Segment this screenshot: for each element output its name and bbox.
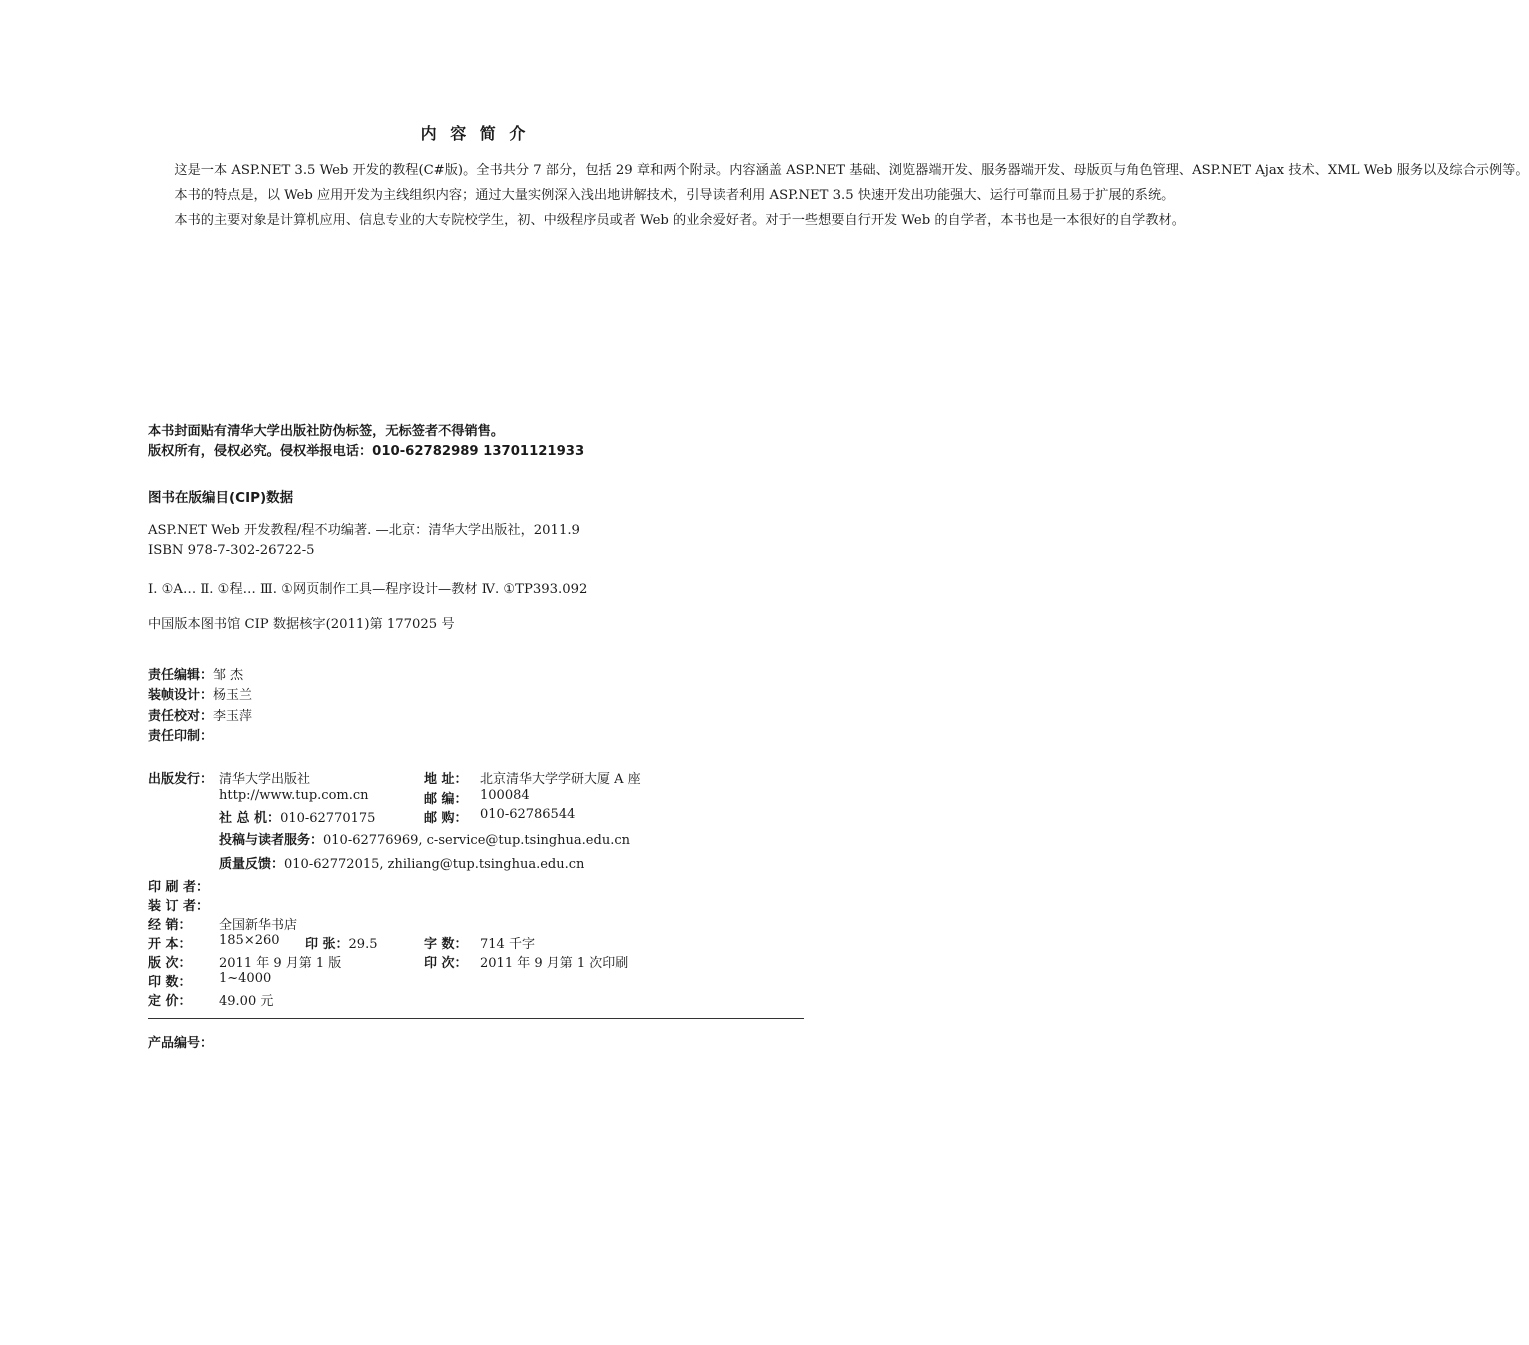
- edition-value: 2011 年 9 月第 1 版: [219, 956, 342, 971]
- summary-paragraph: 本书的主要对象是计算机应用、信息专业的大专院校学生，初、中级程序员或者 Web 的业余爱好者。对于一些想要自行开发 Web 的自学者，本书也是一本很好的自学教材。: [174, 213, 1185, 228]
- credit-label: 装帧设计：: [148, 688, 214, 703]
- price-value: 49.00 元: [219, 994, 274, 1009]
- publisher-url: http://www.tup.com.cn: [219, 788, 369, 803]
- edition-label: 版 次：: [148, 956, 192, 971]
- switchboard-value: 010-62770175: [280, 811, 376, 826]
- publisher-label: 出版发行：: [148, 772, 214, 787]
- summary-paragraph: 这是一本 ASP.NET 3.5 Web 开发的教程(C#版)。全书共分 7 部分，包括 29 章和两个附录。内容涵盖 ASP.NET 基础、浏览器端开发、服务器端开发、母版页与角色管理、ASP.NET Ajax 技术、XML Web 服务以及综合示例等。: [174, 163, 1529, 178]
- distributor-value: 全国新华书店: [219, 918, 298, 933]
- publisher-name: 清华大学出版社: [219, 772, 311, 787]
- address-value: 北京清华大学学研大厦 A 座: [480, 772, 641, 787]
- address-label: 地 址：: [424, 772, 468, 787]
- mail-order-value: 010-62786544: [480, 807, 576, 822]
- printer-label: 印 刷 者：: [148, 880, 210, 895]
- credit-printing: [148, 725, 213, 744]
- summary-paragraph: 本书的特点是，以 Web 应用开发为主线组织内容；通过大量实例深入浅出地讲解技术，引导读者利用 ASP.NET 3.5 快速开发出功能强大、运行可靠而且易于扩展的系统。: [174, 188, 1175, 203]
- divider-line: [148, 1018, 804, 1019]
- printing-label: 印 次：: [424, 956, 468, 971]
- quality-feedback-line: [219, 853, 584, 872]
- print-run-label: 印 数：: [148, 975, 192, 990]
- postcode-value: 100084: [480, 788, 530, 803]
- word-count-label: 字 数：: [424, 937, 468, 952]
- sheets-label: 印 张：: [305, 937, 349, 952]
- switchboard-line: [219, 807, 375, 826]
- credit-value: 邹 杰: [213, 668, 244, 683]
- summary-title: 内 容 简 介: [420, 124, 530, 143]
- credit-label: 责任编辑：: [148, 668, 214, 683]
- sheets-value: 29.5: [348, 937, 378, 952]
- format-value: 185×260: [219, 933, 280, 948]
- credit-designer: [148, 684, 252, 703]
- postcode-label: 邮 编：: [424, 792, 468, 807]
- price-label: 定 价：: [148, 994, 192, 1009]
- credit-label: 责任校对：: [148, 709, 214, 724]
- format-label: 开 本：: [148, 937, 192, 952]
- print-run-value: 1~4000: [219, 971, 272, 986]
- cip-isbn: ISBN 978-7-302-26722-5: [148, 543, 315, 558]
- printing-value: 2011 年 9 月第 1 次印刷: [480, 956, 629, 971]
- binder-label: 装 订 者：: [148, 899, 210, 914]
- credit-value: 李玉萍: [213, 709, 253, 724]
- product-code-label: 产品编号：: [148, 1036, 214, 1051]
- cip-heading: 图书在版编目(CIP)数据: [148, 490, 294, 506]
- quality-feedback-value: 010-62772015, zhiliang@tup.tsinghua.edu.cn: [284, 857, 585, 872]
- cip-classification: Ⅰ. ①A… Ⅱ. ①程… Ⅲ. ①网页制作工具—程序设计—教材 Ⅳ. ①TP393.092: [148, 582, 588, 597]
- reader-service-label: 投稿与读者服务：: [219, 833, 324, 848]
- switchboard-label: 社 总 机：: [219, 811, 281, 826]
- sheets-line: [305, 933, 377, 952]
- credit-value: 杨玉兰: [213, 688, 253, 703]
- cip-entry: ASP.NET Web 开发教程/程不功编著. —北京：清华大学出版社，2011.9: [148, 523, 580, 538]
- word-count-value: 714 千字: [480, 937, 535, 952]
- reader-service-line: [219, 829, 630, 848]
- quality-feedback-label: 质量反馈：: [219, 857, 285, 872]
- credit-proofreader: [148, 705, 252, 724]
- distributor-label: 经 销：: [148, 918, 192, 933]
- credit-editor: [148, 664, 243, 683]
- reader-service-value: 010-62776969, c-service@tup.tsinghua.edu.cn: [323, 833, 630, 848]
- copyright-notice: 版权所有，侵权必究。侵权举报电话：010-62782989 13701121933: [148, 444, 585, 459]
- summary-body: [148, 158, 1529, 233]
- credit-label: 责任印制：: [148, 729, 214, 744]
- anti-counterfeit-notice: 本书封面贴有清华大学出版社防伪标签，无标签者不得销售。: [148, 424, 505, 439]
- mail-order-label: 邮 购：: [424, 811, 468, 826]
- cip-record: 中国版本图书馆 CIP 数据核字(2011)第 177025 号: [148, 617, 455, 632]
